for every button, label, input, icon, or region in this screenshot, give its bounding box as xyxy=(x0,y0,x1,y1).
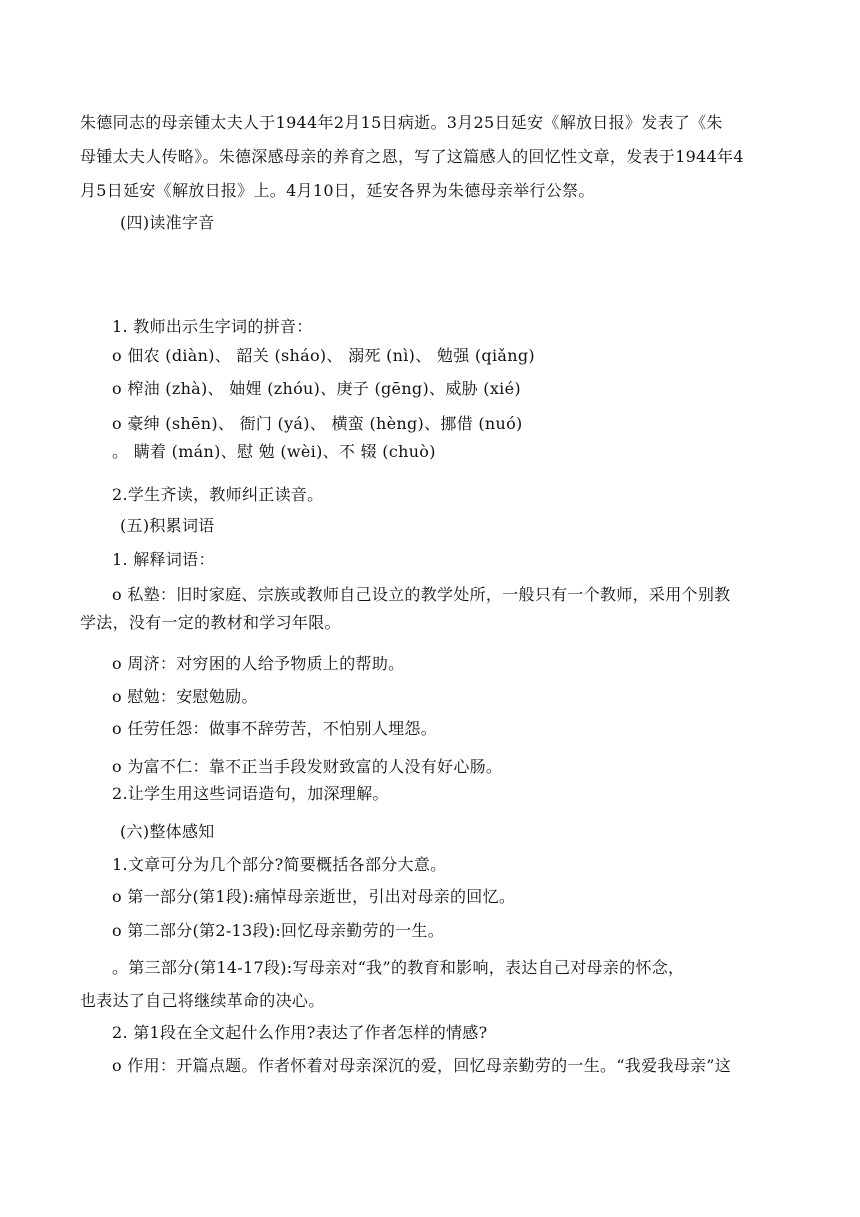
definition-weifu: o 为富不仁：靠不正当手段发财致富的人没有好心肠。 xyxy=(112,757,503,776)
vocab-step-1: 1. 解释词语： xyxy=(112,550,215,569)
definition-zhouji: o 周济：对穷困的人给予物质上的帮助。 xyxy=(112,654,405,673)
section-heading-6: (六)整体感知 xyxy=(120,822,215,841)
pinyin-row-1: o 佃农 (diàn)、 韶关 (sháo)、 溺死 (nì)、 勉强 (qiǎng) xyxy=(112,346,535,365)
intro-line-2: 母锺太夫人传略》。朱德深感母亲的养育之恩，写了这篇感人的回忆性文章，发表于1944年4 xyxy=(80,147,744,166)
intro-line-1: 朱德同志的母亲锺太夫人于1944年2月15日病逝。3月25日延安《解放日报》发表了《朱 xyxy=(80,113,723,132)
intro-line-3: 月5日延安《解放日报》上。4月10日，延安各界为朱德母亲举行公祭。 xyxy=(80,181,595,200)
pinyin-row-2: o 榨油 (zhà)、 妯娌 (zhóu)、庚子 (gēng)、威胁 (xié) xyxy=(112,379,521,398)
part-1-summary: o 第一部分(第1段):痛悼母亲逝世，引出对母亲的回忆。 xyxy=(112,887,516,906)
instruction-step-2: 2.学生齐读，教师纠正读音。 xyxy=(112,485,324,504)
part-3-summary-line-1: 。第三部分(第14-17段):写母亲对“我”的教育和影响，表达自己对母亲的怀念， xyxy=(112,958,685,977)
question-1: 1.文章可分为几个部分?简要概括各部分大意。 xyxy=(112,855,447,874)
question-2: 2. 第1段在全文起什么作用?表达了作者怎样的情感? xyxy=(112,1023,488,1042)
pinyin-row-3: o 豪绅 (shēn)、 衙门 (yá)、 横蛮 (hèng)、挪借 (nuó) xyxy=(112,414,523,433)
definition-weimian: o 慰勉：安慰勉励。 xyxy=(112,687,258,706)
part-3-summary-line-2: 也表达了自己将继续革命的决心。 xyxy=(80,991,325,1010)
part-2-summary: o 第二部分(第2-13段):回忆母亲勤劳的一生。 xyxy=(112,921,445,940)
definition-renlao: o 任劳任怨：做事不辞劳苦，不怕别人埋怨。 xyxy=(112,719,438,738)
definition-sishu-line-2: 学法，没有一定的教材和学习年限。 xyxy=(80,613,341,632)
pinyin-row-4: 。 瞒着 (mán)、慰 勉 (wèi)、不 辍 (chuò) xyxy=(112,442,436,461)
section-heading-4: (四)读准字音 xyxy=(120,213,215,232)
instruction-step-1: 1. 教师出示生字词的拼音： xyxy=(112,317,313,336)
definition-sishu-line-1: o 私塾：旧时家庭、宗族或教师自己设立的教学处所，一般只有一个教师，采用个别教 xyxy=(112,585,731,604)
vocab-step-2: 2.让学生用这些词语造句，加深理解。 xyxy=(112,784,389,803)
answer-line-1: o 作用：开篇点题。作者怀着对母亲深沉的爱，回忆母亲勤劳的一生。“我爱我母亲”这 xyxy=(112,1056,732,1075)
section-heading-5: (五)积累词语 xyxy=(120,516,215,535)
